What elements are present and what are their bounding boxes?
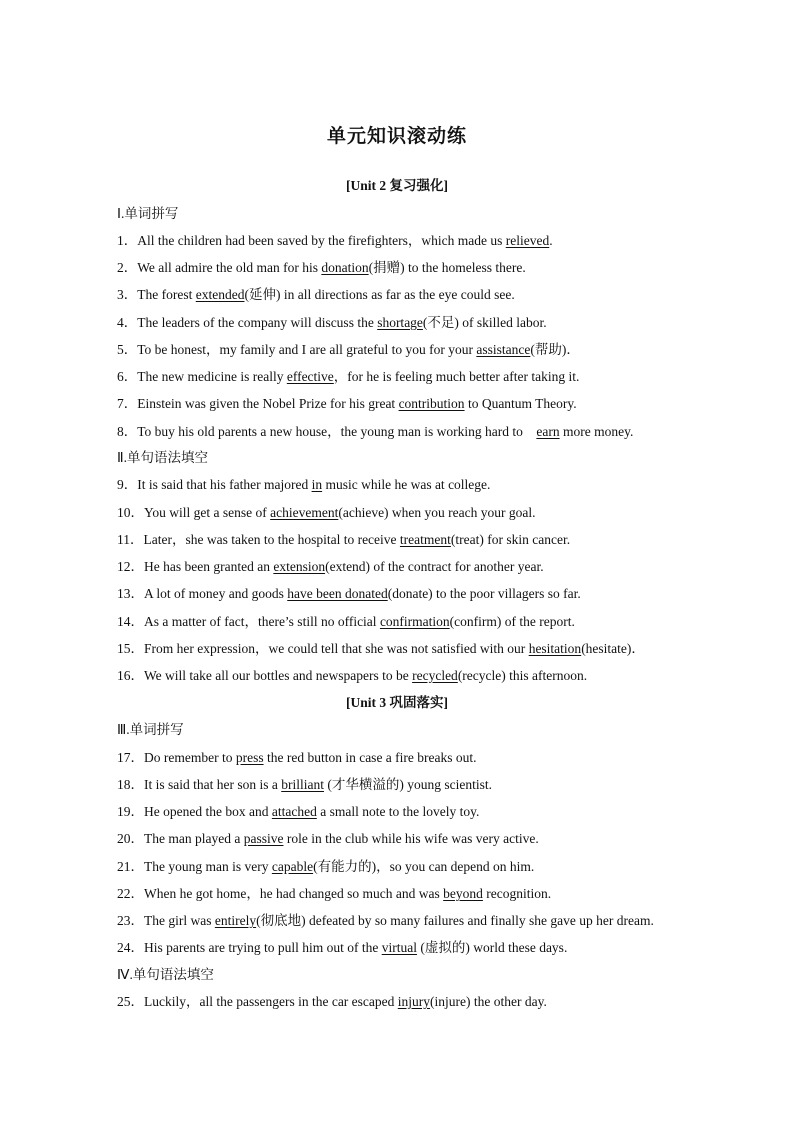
item-text: (延伸) in all directions as far as the eye could see. — [244, 287, 515, 302]
item-text: (才华横溢的) young scientist. — [323, 777, 492, 792]
item-text: 10．You will get a sense of — [117, 505, 271, 520]
item-text: 5．To be honest，my family and I are all grateful to you for your — [117, 342, 477, 357]
item-text: 13．A lot of money and goods — [117, 586, 288, 601]
item-text: 25．Luckily，all the passengers in the car escaped — [117, 994, 398, 1009]
exercise-item-25 — [117, 990, 547, 1010]
item-text: (injure) the other day. — [430, 994, 547, 1009]
answer: relieved — [505, 233, 550, 248]
exercise-item-4 — [117, 311, 547, 331]
item-text: 4．The leaders of the company will discuss the — [117, 315, 378, 330]
unit3-header: [Unit 3 巩固落实] — [346, 695, 448, 710]
item-text: 20．The man played a — [117, 831, 244, 846]
item-text: (帮助)． — [530, 342, 580, 357]
answer: extended — [195, 287, 245, 302]
item-text: . — [549, 233, 553, 248]
item-text: 19．He opened the box and — [117, 804, 272, 819]
section-3-heading: Ⅲ.单词拼写 — [117, 722, 184, 737]
exercise-item-10 — [117, 501, 536, 521]
item-text: music while he was at college. — [322, 477, 491, 492]
answer: press — [235, 750, 264, 765]
exercise-item-3 — [117, 283, 515, 303]
exercise-item-12 — [117, 555, 544, 575]
item-text: (捐赠) to the homeless there. — [368, 260, 526, 275]
answer: shortage — [377, 315, 423, 330]
exercise-item-24 — [117, 936, 567, 956]
item-text: 2．We all admire the old man for his — [117, 260, 322, 275]
exercise-item-17 — [117, 746, 477, 766]
answer: assistance — [476, 342, 531, 357]
item-text: (彻底地) defeated by so many failures and finally she gave up her dream. — [256, 913, 654, 928]
item-text: (donate) to the poor villagers so far. — [387, 586, 581, 601]
exercise-item-23 — [117, 909, 654, 929]
answer: earn — [536, 424, 560, 439]
item-text: 18．It is said that her son is a — [117, 777, 282, 792]
exercise-item-5 — [117, 338, 580, 358]
exercise-item-20 — [117, 827, 539, 847]
item-text: (extend) of the contract for another year. — [325, 559, 544, 574]
item-text: a small note to the lovely toy. — [316, 804, 480, 819]
item-text: 6．The new medicine is really — [117, 369, 287, 384]
page-title: 单元知识滚动练 — [326, 125, 467, 147]
section-1-heading: Ⅰ.单词拼写 — [117, 206, 179, 221]
exercise-item-7 — [117, 392, 577, 412]
answer: attached — [271, 804, 317, 819]
exercise-item-8 — [117, 420, 633, 440]
answer: hesitation — [528, 641, 582, 656]
answer: brilliant — [281, 777, 324, 792]
item-text: 3．The forest — [117, 287, 196, 302]
exercise-item-1 — [117, 229, 553, 249]
item-text: 24．His parents are trying to pull him out of the — [117, 940, 382, 955]
answer: virtual — [381, 940, 417, 955]
answer: in — [311, 477, 323, 492]
item-text: 21．The young man is very — [117, 859, 272, 874]
item-text: role in the club while his wife was very active. — [283, 831, 539, 846]
item-text: (recycle) this afternoon. — [457, 668, 588, 683]
item-text: more money. — [559, 424, 634, 439]
exercise-item-14 — [117, 610, 575, 630]
answer: contribution — [398, 396, 465, 411]
item-text: recognition. — [482, 886, 552, 901]
answer: beyond — [443, 886, 483, 901]
item-text: 7．Einstein was given the Nobel Prize for his great — [117, 396, 399, 411]
answer: effective — [286, 369, 334, 384]
item-text: 11．Later，she was taken to the hospital to receive — [117, 532, 400, 547]
item-text: (有能力的)，so you can depend on him. — [313, 859, 535, 874]
exercise-item-15 — [117, 637, 645, 657]
item-text: 16．We will take all our bottles and newspapers to be — [117, 668, 413, 683]
item-text: 1．All the children had been saved by the firefighters，which made us — [117, 233, 506, 248]
item-text: (虚拟的) world these days. — [416, 940, 568, 955]
item-text: 23．The girl was — [117, 913, 215, 928]
item-text: 9．It is said that his father majored — [117, 477, 312, 492]
answer: recycled — [412, 668, 458, 683]
answer: entirely — [214, 913, 257, 928]
exercise-item-19 — [117, 800, 479, 820]
item-text: 17．Do remember to — [117, 750, 236, 765]
answer: achievement — [270, 505, 339, 520]
item-text: 22．When he got home，he had changed so much and was — [117, 886, 444, 901]
exercise-item-21 — [117, 855, 534, 875]
exercise-item-22 — [117, 882, 551, 902]
section-4-heading: Ⅳ.单句语法填空 — [117, 967, 214, 982]
answer: passive — [243, 831, 284, 846]
exercise-item-11 — [117, 528, 570, 548]
answer: have been donated — [287, 586, 388, 601]
answer: capable — [271, 859, 314, 874]
exercise-item-13 — [117, 582, 581, 602]
answer: donation — [321, 260, 369, 275]
exercise-item-18 — [117, 773, 492, 793]
item-text: (confirm) of the report. — [449, 614, 575, 629]
exercise-item-6 — [117, 365, 579, 385]
section-2-heading: Ⅱ.单句语法填空 — [117, 450, 209, 465]
item-text: ，for he is feeling much better after taking it. — [333, 369, 580, 384]
item-text: 12．He has been granted an — [117, 559, 274, 574]
exercise-item-16 — [117, 664, 587, 684]
answer: confirmation — [379, 614, 450, 629]
item-text: (treat) for skin cancer. — [450, 532, 571, 547]
item-text: to Quantum Theory. — [464, 396, 577, 411]
item-text: 15．From her expression，we could tell that she was not satisfied with our — [117, 641, 529, 656]
item-text: the red button in case a fire breaks out. — [263, 750, 477, 765]
unit2-header: [Unit 2 复习强化] — [346, 178, 448, 193]
item-text: (achieve) when you reach your goal. — [338, 505, 536, 520]
item-text: 14．As a matter of fact，there’s still no official — [117, 614, 380, 629]
item-text: 8．To buy his old parents a new house，the young man is working hard to — [117, 424, 537, 439]
item-text: (不足) of skilled labor. — [422, 315, 547, 330]
item-text: (hesitate)． — [581, 641, 645, 656]
exercise-item-9 — [117, 473, 490, 493]
answer: treatment — [399, 532, 451, 547]
exercise-item-2 — [117, 256, 526, 276]
answer: injury — [397, 994, 431, 1009]
answer: extension — [273, 559, 326, 574]
